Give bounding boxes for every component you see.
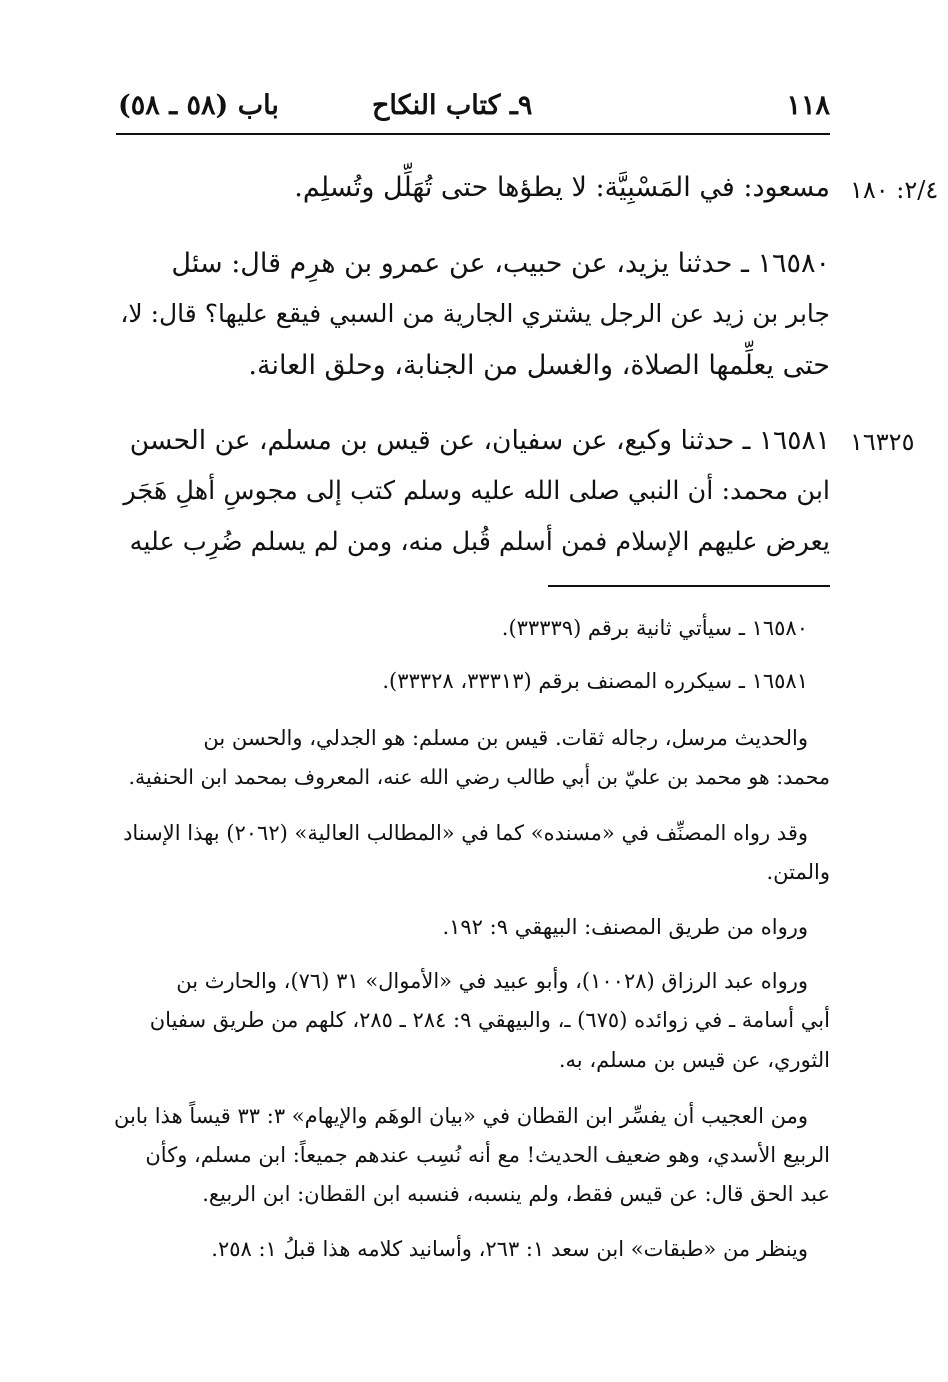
- header-rule: [116, 133, 830, 135]
- text-line: ابن محمد: أن النبي صلى الله عليه وسلم كتب إلى مجوسِ أهلِ هَجَر: [123, 476, 830, 506]
- footnote-line: ١٦٥٨١ ـ سيكرره المصنف برقم (٣٣٣١٣، ٣٣٣٢٨).: [382, 669, 808, 693]
- footnote-line: محمد: هو محمد بن عليّ بن أبي طالب رضي الله عنه، المعروف بمحمد ابن الحنفية.: [128, 765, 830, 789]
- footnote-line: والحديث مرسل، رجاله ثقات. قيس بن مسلم: هو الجدلي، والحسن بن: [203, 726, 808, 750]
- footnote-line: وقد رواه المصنِّف في «مسنده» كما في «المطالب العالية» (٢٠٦٢) بهذا الإسناد: [123, 821, 808, 845]
- book-title: ٩ـ كتاب النكاح: [372, 90, 533, 121]
- footnote-line: ١٦٥٨٠ ـ سيأتي ثانية برقم (٣٣٣٣٩).: [501, 616, 808, 640]
- footnote-line: ورواه من طريق المصنف: البيهقي ٩: ١٩٢.: [442, 915, 808, 939]
- footnote-line: الربيع الأسدي، وهو ضعيف الحديث! مع أنه نُسِب عندهم جميعاً: ابن مسلم، وكأن: [145, 1143, 830, 1167]
- footnote-line: والمتن.: [766, 860, 830, 884]
- text-line: يعرض عليهم الإسلام فمن أسلم قُبل منه، ومن لم يسلم ضُرِب عليه: [129, 527, 830, 557]
- footnote-line: وينظر من «طبقات» ابن سعد ١: ٢٦٣، وأسانيد كلامه هذا قبلُ ١: ٢٥٨.: [211, 1237, 808, 1261]
- text-line: حتى يعلِّمها الصلاة، والغسل من الجنابة، وحلق العانة.: [248, 350, 830, 381]
- footnote-separator: [548, 585, 830, 587]
- footnote-line: ومن العجيب أن يفسِّر ابن القطان في «بيان الوهَم والإيهام» ٣: ٣٣ قيساً هذا بابن: [113, 1104, 808, 1128]
- text-line: مسعود: في المَسْبِيَّة: لا يطؤها حتى تُهَلِّل وتُسلِم.: [294, 172, 830, 203]
- page-number: ١١٨: [786, 90, 830, 121]
- footnote-line: الثوري، عن قيس بن مسلم، به.: [558, 1048, 830, 1072]
- hadith-16580-line: ١٦٥٨٠ ـ حدثنا يزيد، عن حبيب، عن عمرو بن هرِم قال: سئل: [171, 248, 830, 279]
- margin-ref-top: ٢/٤: ١٨٠: [850, 176, 939, 204]
- footnote-line: أبي أسامة ـ في زوائده (٦٧٥) ـ، والبيهقي ٩: ٢٨٤ ـ ٢٨٥، كلهم من طريق سفيان: [149, 1008, 830, 1032]
- footnote-line: ورواه عبد الرزاق (١٠٠٢٨)، وأبو عبيد في «الأموال» ٣١ (٧٦)، والحارث بن: [176, 969, 808, 993]
- hadith-16581-line: ١٦٥٨١ ـ حدثنا وكيع، عن سفيان، عن قيس بن مسلم، عن الحسن: [129, 425, 830, 456]
- footnote-line: عبد الحق قال: عن قيس فقط، ولم ينسبه، فنسبه ابن القطان: ابن الربيع.: [202, 1182, 830, 1206]
- margin-ref-hadith: ١٦٣٢٥: [850, 428, 915, 456]
- text-line: جابر بن زيد عن الرجل يشتري الجارية من السبي فيقع عليها؟ قال: لا،: [120, 299, 830, 328]
- chapter-label: باب (٥٨ ـ ٥٨): [118, 90, 279, 121]
